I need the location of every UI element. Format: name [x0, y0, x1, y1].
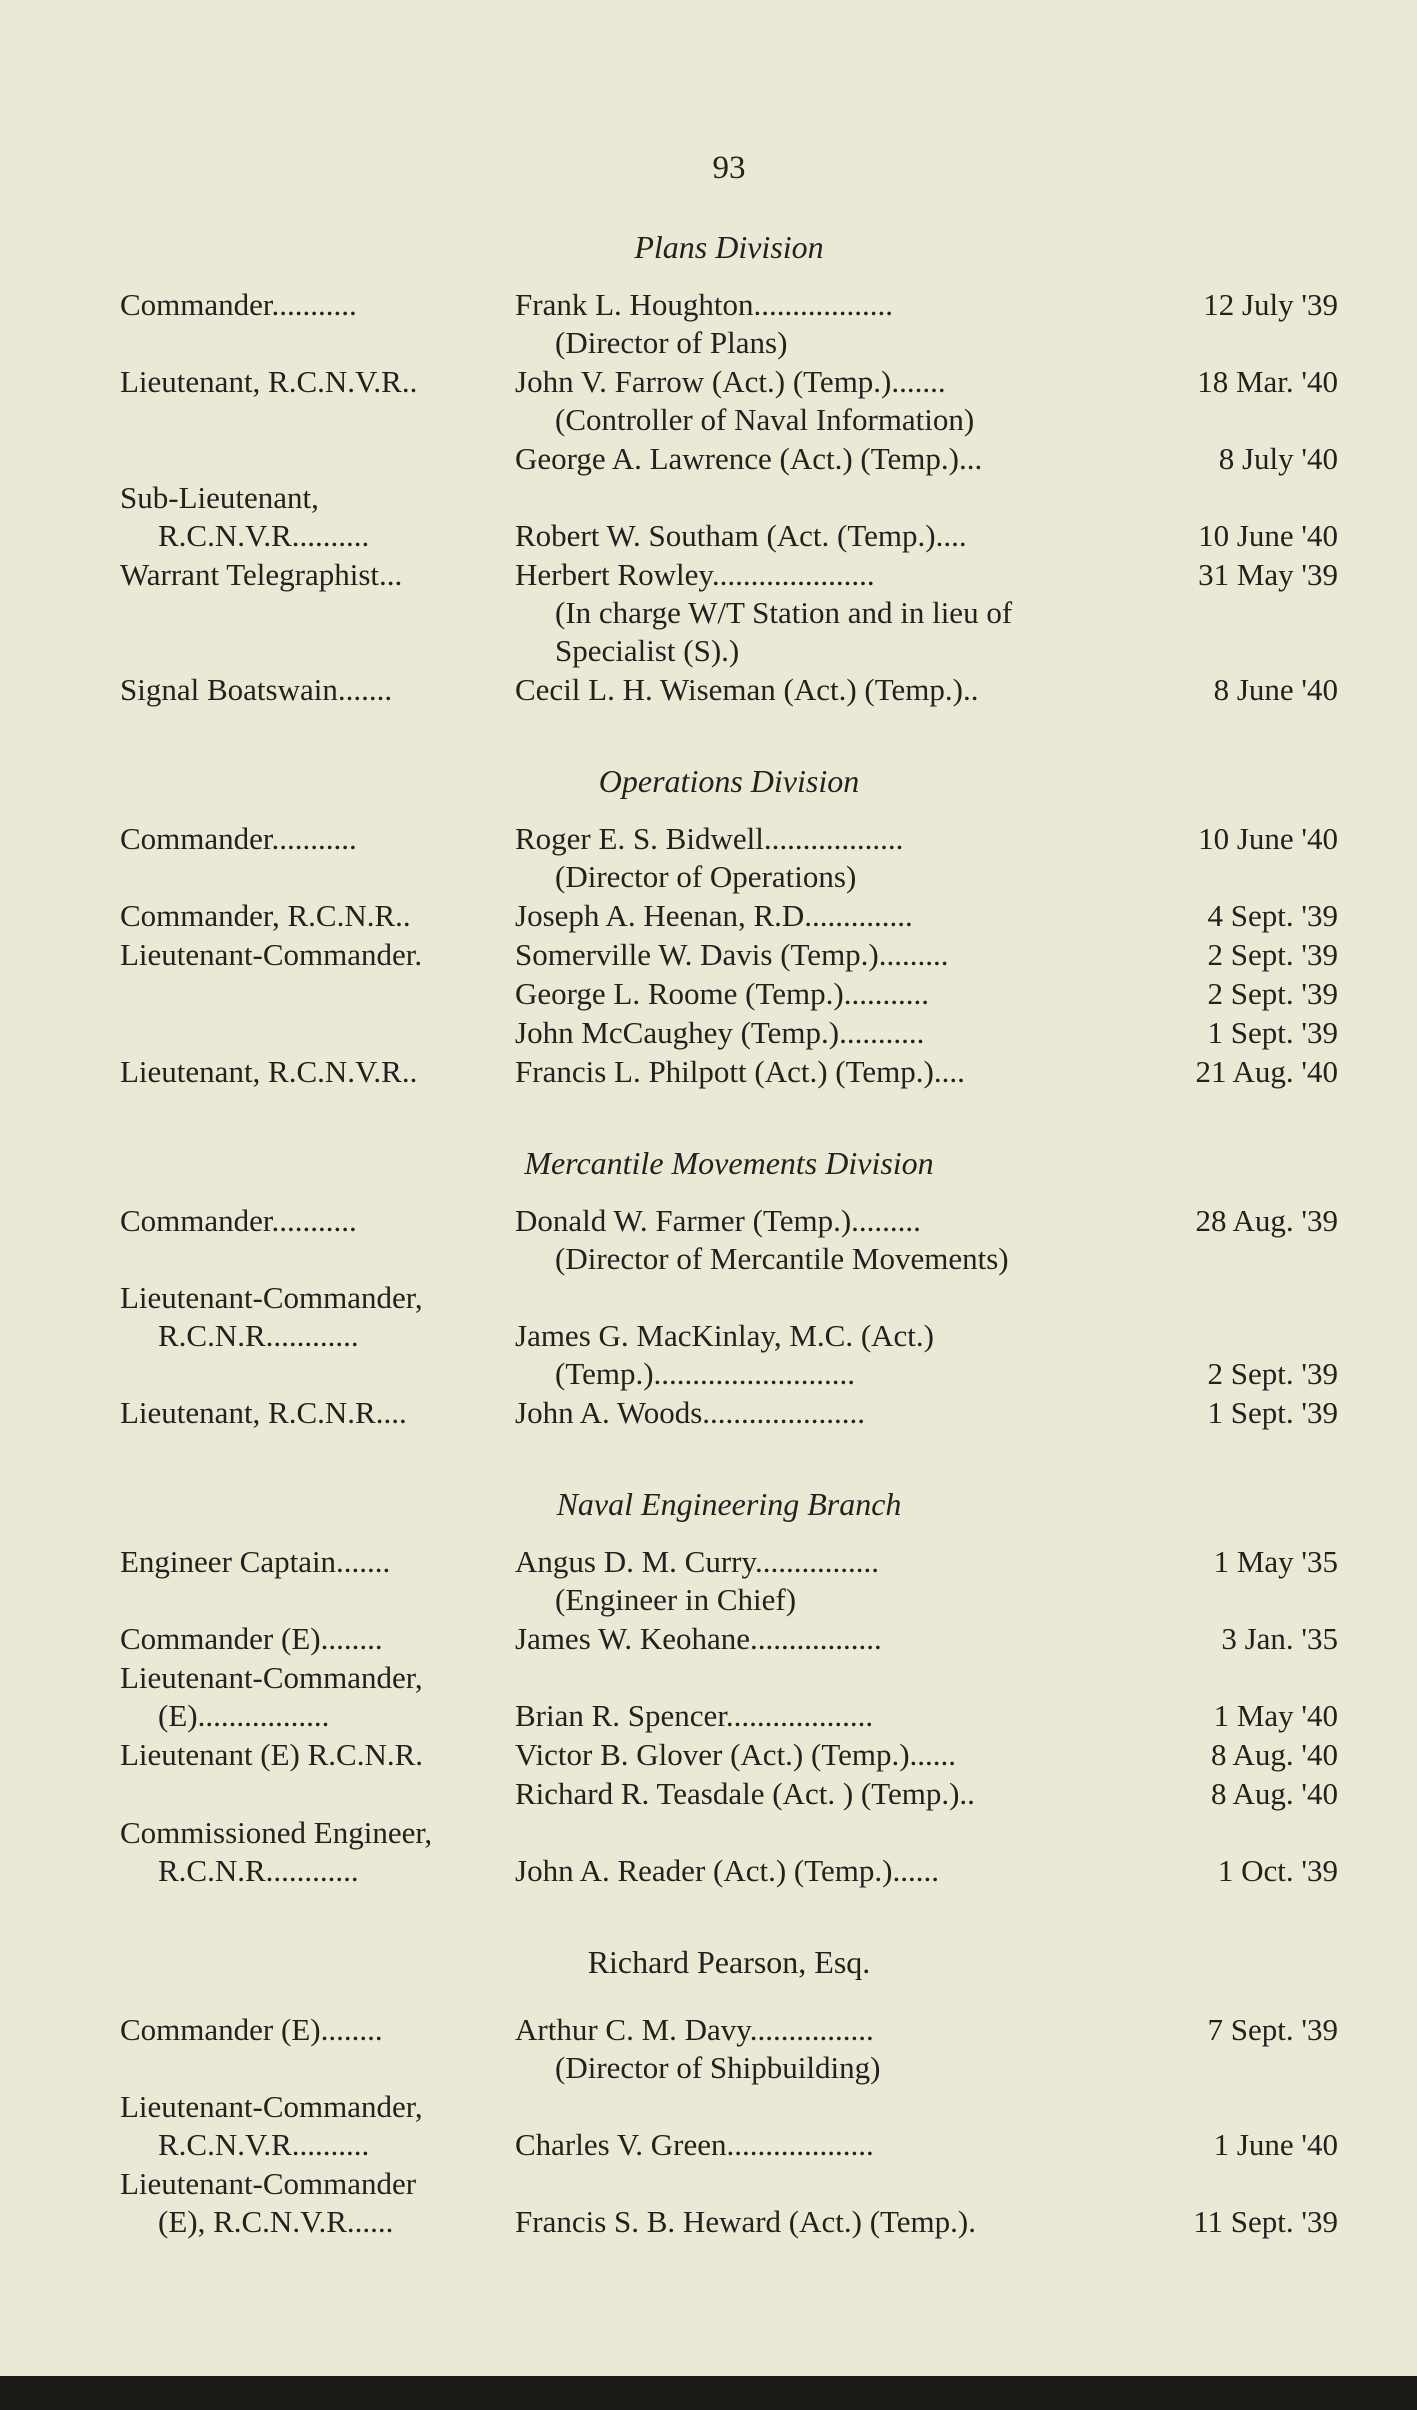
date-text: 8 Aug. '40 [1210, 1737, 1338, 1772]
entry-row [120, 440, 1338, 478]
entry-row [120, 820, 1338, 896]
officer-name: George A. Lawrence (Act.) (Temp.)... [515, 441, 983, 476]
rank: Commander (E)........ [120, 2012, 383, 2047]
rank [120, 1659, 515, 1735]
section [120, 1145, 1338, 1432]
appointment-date [1138, 1543, 1338, 1581]
date-text: 1 May '40 [1213, 1698, 1338, 1733]
officer-name: Francis S. B. Heward (Act.) (Temp.). [515, 2204, 976, 2239]
rank: Lieutenant, R.C.N.V.R.. [120, 364, 418, 399]
section-title: Naval Engineering Branch [556, 1486, 902, 1522]
officer [515, 1014, 1126, 1052]
officer-note: (Engineer in Chief) [555, 1582, 797, 1617]
officer-name: Cecil L. H. Wiseman (Act.) (Temp.).. [515, 672, 979, 707]
spacer [1138, 2088, 1338, 2126]
rank: Commander........... [120, 821, 357, 856]
entry-row [120, 1053, 1338, 1091]
officer [515, 897, 1126, 935]
rank-line: Lieutenant-Commander, [120, 1660, 423, 1695]
entry-row [120, 363, 1338, 439]
date-text: 1 Sept. '39 [1207, 1395, 1338, 1430]
rank-line-continued: R.C.N.R............ [158, 1853, 359, 1888]
rank-line-continued: (E)................. [158, 1698, 330, 1733]
date-text: 8 June '40 [1213, 672, 1338, 707]
officer-note: (Controller of Naval Information) [555, 402, 975, 437]
appointment-date [1138, 2011, 1338, 2049]
appointment-date [1138, 2088, 1338, 2164]
entry-row [120, 1202, 1338, 1278]
rank-line-continued: R.C.N.R............ [158, 1318, 359, 1353]
officer [515, 1736, 1126, 1774]
date-text: 2 Sept. '39 [1207, 1356, 1338, 1391]
appointment-date [1138, 936, 1338, 974]
spacer [515, 479, 1126, 517]
entry-row [120, 671, 1338, 709]
officer [515, 1202, 1126, 1278]
officer-name: George L. Roome (Temp.)........... [515, 976, 929, 1011]
entry-row [120, 2088, 1338, 2164]
document-page [120, 150, 1338, 2295]
officer [515, 1279, 1126, 1393]
officer [515, 2088, 1126, 2164]
officer-name: James W. Keohane................. [515, 1621, 882, 1656]
appointment-date [1138, 1053, 1338, 1091]
officer-name: Frank L. Houghton.................. [515, 287, 894, 322]
date-text: 2 Sept. '39 [1207, 976, 1338, 1011]
entry-row [120, 479, 1338, 555]
officer-name: John A. Reader (Act.) (Temp.)...... [515, 1853, 939, 1888]
sections-container [120, 229, 1338, 2241]
section-title: Operations Division [598, 763, 860, 799]
official-name: Richard Pearson, Esq. [587, 1944, 871, 1980]
section [120, 229, 1338, 709]
appointment-date [1138, 1014, 1338, 1052]
appointment-date [1138, 1202, 1338, 1240]
rank: Signal Boatswain....... [120, 672, 393, 707]
officer-name: Charles V. Green................... [515, 2127, 874, 2162]
page-edge [0, 2376, 1417, 2410]
officer-name: John McCaughey (Temp.)........... [515, 1015, 925, 1050]
date-text: 2 Sept. '39 [1207, 937, 1338, 972]
entry-row [120, 975, 1338, 1013]
entry-row [120, 1736, 1338, 1774]
rank-line-continued: R.C.N.V.R.......... [158, 2127, 370, 2162]
date-text: 11 Sept. '39 [1193, 2204, 1338, 2239]
appointment-date [1138, 1394, 1338, 1432]
officer [515, 286, 1126, 362]
rank [120, 2165, 515, 2241]
officer-name: John V. Farrow (Act.) (Temp.)....... [515, 364, 946, 399]
spacer [1138, 1317, 1338, 1355]
rank-line: Sub-Lieutenant, [120, 480, 319, 515]
rank: Commander........... [120, 1203, 357, 1238]
appointment-date [1138, 897, 1338, 935]
appointment-date [1138, 2165, 1338, 2241]
rank [120, 1279, 515, 1355]
entry-row [120, 286, 1338, 362]
rank: Lieutenant (E) R.C.N.R. [120, 1737, 424, 1772]
rank [120, 1814, 515, 1890]
officer-note: (In charge W/T Station and in lieu of Specialist (S).) [555, 595, 1013, 668]
entry-row [120, 1014, 1338, 1052]
officer-note: (Director of Plans) [555, 325, 788, 360]
section-title: Mercantile Movements Division [524, 1145, 934, 1181]
rank [120, 2088, 515, 2164]
rank-line: Lieutenant-Commander, [120, 2089, 423, 2124]
rank: Commander, R.C.N.R.. [120, 898, 411, 933]
rank [120, 479, 515, 555]
date-text: 7 Sept. '39 [1207, 2012, 1338, 2047]
rank: Commander (E)........ [120, 1621, 383, 1656]
officer [515, 1053, 1126, 1091]
date-text: 1 Oct. '39 [1217, 1853, 1338, 1888]
officer [515, 1814, 1126, 1890]
date-text: 8 July '40 [1218, 441, 1338, 476]
officer [515, 820, 1126, 896]
entry-row [120, 1775, 1338, 1813]
entry-row [120, 936, 1338, 974]
appointment-date [1138, 1814, 1338, 1890]
date-text: 21 Aug. '40 [1195, 1054, 1338, 1089]
officer-name: Somerville W. Davis (Temp.)......... [515, 937, 949, 972]
rank-line-continued: R.C.N.V.R.......... [158, 518, 370, 553]
officer [515, 2011, 1126, 2087]
officer [515, 1620, 1126, 1658]
date-text: 18 Mar. '40 [1197, 364, 1338, 399]
officer-name: Joseph A. Heenan, R.D.............. [515, 898, 913, 933]
rank-line-continued: (E), R.C.N.V.R...... [158, 2204, 394, 2239]
officer [515, 2165, 1126, 2241]
spacer [1138, 479, 1338, 517]
date-text: 8 Aug. '40 [1210, 1776, 1338, 1811]
page-number: 93 [712, 150, 746, 186]
rank: Lieutenant, R.C.N.R.... [120, 1395, 407, 1430]
date-text: 1 June '40 [1213, 2127, 1338, 2162]
officer-name: Angus D. M. Curry................ [515, 1544, 879, 1579]
spacer [515, 1659, 1126, 1697]
section [120, 1486, 1338, 1890]
officer-name: Robert W. Southam (Act. (Temp.).... [515, 518, 967, 553]
rank: Engineer Captain....... [120, 1544, 391, 1579]
appointment-date [1138, 1620, 1338, 1658]
entry-row [120, 2165, 1338, 2241]
rank: Lieutenant, R.C.N.V.R.. [120, 1054, 418, 1089]
entry-row [120, 1394, 1338, 1432]
officer [515, 936, 1126, 974]
officer [515, 440, 1126, 478]
officer-note: (Temp.).......................... [555, 1356, 856, 1391]
appointment-date [1138, 671, 1338, 709]
section-title: Plans Division [634, 229, 824, 265]
date-text: 1 May '35 [1213, 1544, 1338, 1579]
entry-row [120, 1279, 1338, 1393]
officer [515, 363, 1126, 439]
section [120, 1944, 1338, 2241]
section [120, 763, 1338, 1091]
officer-name: James G. MacKinlay, M.C. (Act.) [515, 1318, 934, 1353]
date-text: 3 Jan. '35 [1221, 1621, 1338, 1656]
date-text: 31 May '39 [1198, 557, 1338, 592]
spacer [1138, 2165, 1338, 2203]
appointment-date [1138, 1659, 1338, 1735]
spacer [515, 1814, 1126, 1852]
date-text: 28 Aug. '39 [1195, 1203, 1338, 1238]
officer-name: Francis L. Philpott (Act.) (Temp.).... [515, 1054, 965, 1089]
appointment-date [1138, 1279, 1338, 1393]
appointment-date [1138, 1736, 1338, 1774]
officer-name: John A. Woods..................... [515, 1395, 866, 1430]
officer [515, 556, 1126, 670]
rank: Warrant Telegraphist... [120, 557, 403, 592]
entry-row [120, 1814, 1338, 1890]
date-text: 10 June '40 [1198, 518, 1338, 553]
rank: Lieutenant-Commander. [120, 937, 423, 972]
spacer [515, 2165, 1126, 2203]
officer-name: Victor B. Glover (Act.) (Temp.)...... [515, 1737, 957, 1772]
officer-note: (Director of Operations) [555, 859, 857, 894]
spacer [515, 1279, 1126, 1317]
officer-name: Richard R. Teasdale (Act. ) (Temp.).. [515, 1776, 975, 1811]
officer-name: Arthur C. M. Davy................ [515, 2012, 874, 2047]
officer-name: Donald W. Farmer (Temp.)......... [515, 1203, 921, 1238]
rank: Commander........... [120, 287, 357, 322]
officer [515, 1543, 1126, 1619]
appointment-date [1138, 1775, 1338, 1813]
officer-name: Brian R. Spencer................... [515, 1698, 874, 1733]
officer [515, 1775, 1126, 1813]
officer-name: Herbert Rowley..................... [515, 557, 875, 592]
appointment-date [1138, 820, 1338, 858]
appointment-date [1138, 479, 1338, 555]
entry-row [120, 2011, 1338, 2087]
appointment-date [1138, 363, 1338, 401]
spacer [1138, 1279, 1338, 1317]
officer-note: (Director of Shipbuilding) [555, 2050, 881, 2085]
officer-name: Roger E. S. Bidwell.................. [515, 821, 904, 856]
spacer [1138, 1814, 1338, 1852]
officer-note: (Director of Mercantile Movements) [555, 1241, 1009, 1276]
rank-line: Commissioned Engineer, [120, 1815, 433, 1850]
officer [515, 479, 1126, 555]
entry-row [120, 556, 1338, 670]
appointment-date [1138, 440, 1338, 478]
appointment-date [1138, 556, 1338, 594]
date-text: 4 Sept. '39 [1207, 898, 1338, 933]
entry-row [120, 1659, 1338, 1735]
entry-row [120, 1620, 1338, 1658]
date-text: 10 June '40 [1198, 821, 1338, 856]
spacer [1138, 1659, 1338, 1697]
entry-row [120, 1543, 1338, 1619]
spacer [515, 2088, 1126, 2126]
appointment-date [1138, 286, 1338, 324]
officer [515, 1394, 1126, 1432]
rank-line: Lieutenant-Commander [120, 2166, 417, 2201]
officer [515, 671, 1126, 709]
officer [515, 1659, 1126, 1735]
date-text: 12 July '39 [1203, 287, 1338, 322]
rank-line: Lieutenant-Commander, [120, 1280, 423, 1315]
entry-row [120, 897, 1338, 935]
date-text: 1 Sept. '39 [1207, 1015, 1338, 1050]
officer [515, 975, 1126, 1013]
appointment-date [1138, 975, 1338, 1013]
